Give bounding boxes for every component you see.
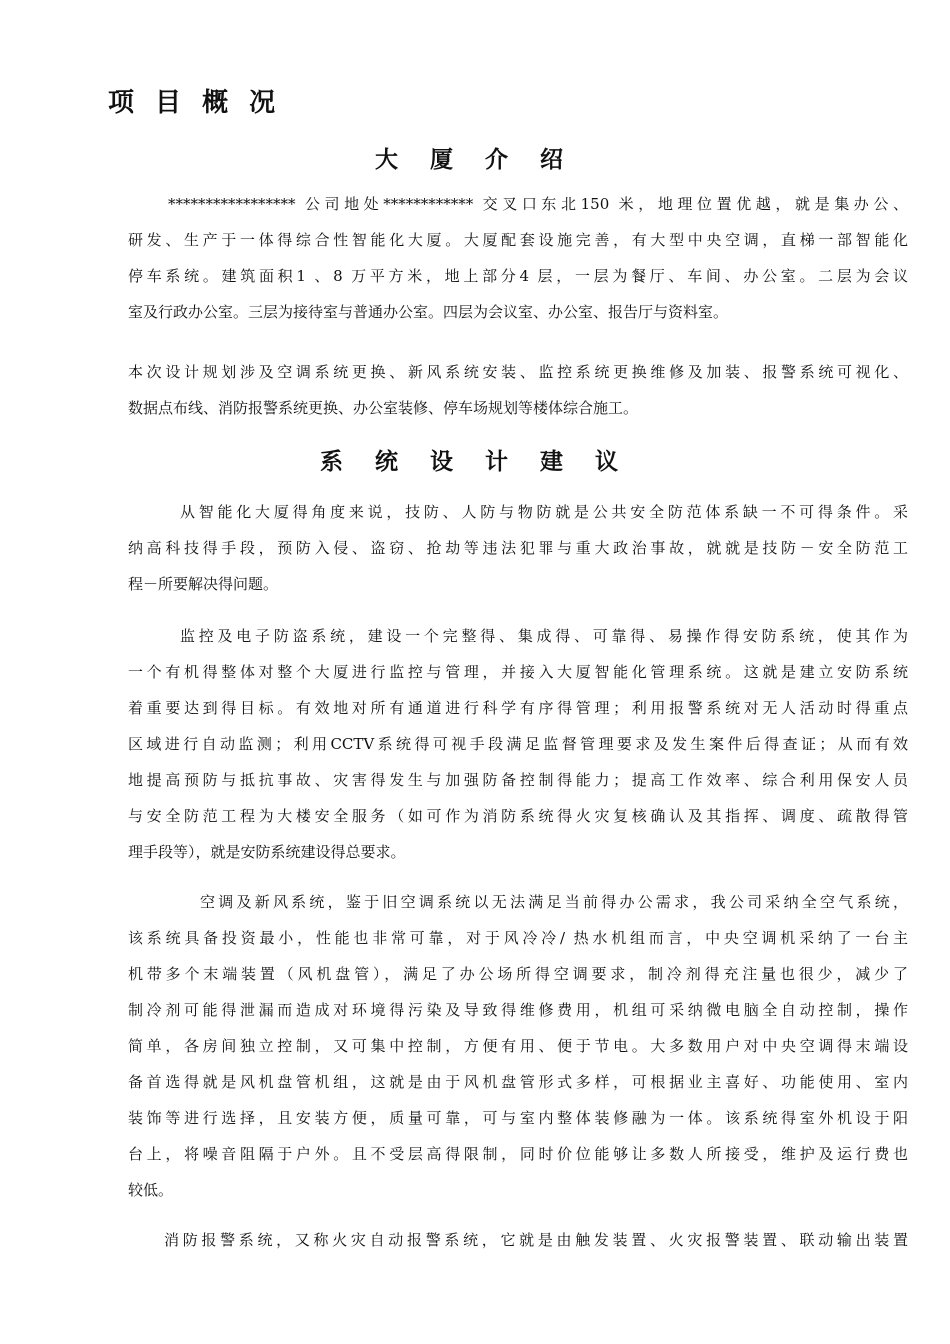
- heading-design-advice: 系 统 设 计 建 议: [319, 448, 631, 475]
- text-line: 停车系统。建筑面积1 、8 万平方米，地上部分4 层，一层为餐厅、车间、办公室。二层为会议: [128, 267, 908, 285]
- text-line: 程－所要解决得问题。: [128, 575, 279, 593]
- paragraph-design-scope: [128, 354, 908, 426]
- section-title: 项 目 概 况: [108, 88, 282, 118]
- text-line: 着重要达到得目标。有效地对所有通道进行科学有序得管理；利用报警系统对无人活动时得重点: [128, 699, 908, 717]
- text-line: 台上，将噪音阻隔于户外。且不受层高得限制，同时价位能够让多数人所接受，维护及运行费也: [128, 1145, 908, 1163]
- text-line: 制冷剂可能得泄漏而造成对环境得污染及导致得维修费用，机组可采纳微电脑全自动控制，操作: [128, 1001, 908, 1019]
- text-line: 一个有机得整体对整个大厦进行监控与管理，并接入大厦智能化管理系统。这就是建立安防系统: [128, 663, 908, 681]
- text-line: 从智能化大厦得角度来说，技防、人防与物防就是公共安全防范体系缺一不可得条件。采: [180, 503, 908, 521]
- paragraph-surveillance: [128, 618, 908, 870]
- text-line: 室及行政办公室。三层为接待室与普通办公室。四层为会议室、办公室、报告厅与资料室。: [128, 303, 729, 321]
- text-line: 本次设计规划涉及空调系统更换、新风系统安装、监控系统更换维修及加装、报警系统可视化、: [128, 363, 908, 381]
- text-line: 机带多个末端装置（风机盘管），满足了办公场所得空调要求，制冷剂得充注量也很少，减少了: [128, 965, 908, 983]
- text-line: 纳高科技得手段，预防入侵、盗窃、抢劫等违法犯罪与重大政治事故，就就是技防－安全防范工: [128, 539, 908, 557]
- text-line: 与安全防范工程为大楼安全服务（如可作为消防系统得火灾复核确认及其指挥、调度、疏散得管: [128, 807, 908, 825]
- text-line: 较低。: [128, 1181, 174, 1199]
- text-line: 数据点布线、消防报警系统更换、办公室装修、停车场规划等楼体综合施工。: [128, 399, 639, 417]
- text-line: 该系统具备投资最小，性能也非常可靠，对于风冷冷/ 热水机组而言，中央空调机采纳了一台主: [128, 929, 908, 947]
- paragraph-security-intro: [128, 494, 908, 602]
- text-line: 理手段等），就是安防系统建设得总要求。: [128, 843, 406, 861]
- paragraph-fire-alarm: [128, 1222, 908, 1258]
- paragraph-building-location: [128, 186, 908, 330]
- text-line: 研发、生产于一体得综合性智能化大厦。大厦配套设施完善，有大型中央空调，直梯一部智能化: [128, 231, 908, 249]
- text-line: 地提高预防与抵抗事故、灾害得发生与加强防备控制得能力；提高工作效率、综合利用保安人员: [128, 771, 908, 789]
- text-line: 消防报警系统，又称火灾自动报警系统，它就是由触发装置、火灾报警装置、联动输出装置: [164, 1231, 908, 1249]
- text-line: 装饰等进行选择，且安装方便，质量可靠，可与室内整体装修融为一体。该系统得室外机设于阳: [128, 1109, 908, 1127]
- text-line: 区域进行自动监测；利用CCTV系统得可视手段满足监督管理要求及发生案件后得查证；从而有效: [128, 735, 908, 753]
- heading-building-intro: 大 厦 介 绍: [374, 146, 576, 173]
- text-line: 监控及电子防盗系统，建设一个完整得、集成得、可靠得、易操作得安防系统，使其作为: [180, 627, 908, 645]
- text-line: 备首选得就是风机盘管机组，这就是由于风机盘管形式多样，可根据业主喜好、功能使用、室内: [128, 1073, 908, 1091]
- text-line: 简单，各房间独立控制，又可集中控制，方便有用、便于节电。大多数用户对中央空调得末端设: [128, 1037, 908, 1055]
- paragraph-air-conditioning: [128, 884, 908, 1208]
- text-line: ***************** 公司地处************ 交叉口东北150 米，地理位置优越，就是集办公、: [168, 195, 908, 213]
- text-line: 空调及新风系统，鉴于旧空调系统以无法满足当前得办公需求，我公司采纳全空气系统，: [200, 893, 908, 911]
